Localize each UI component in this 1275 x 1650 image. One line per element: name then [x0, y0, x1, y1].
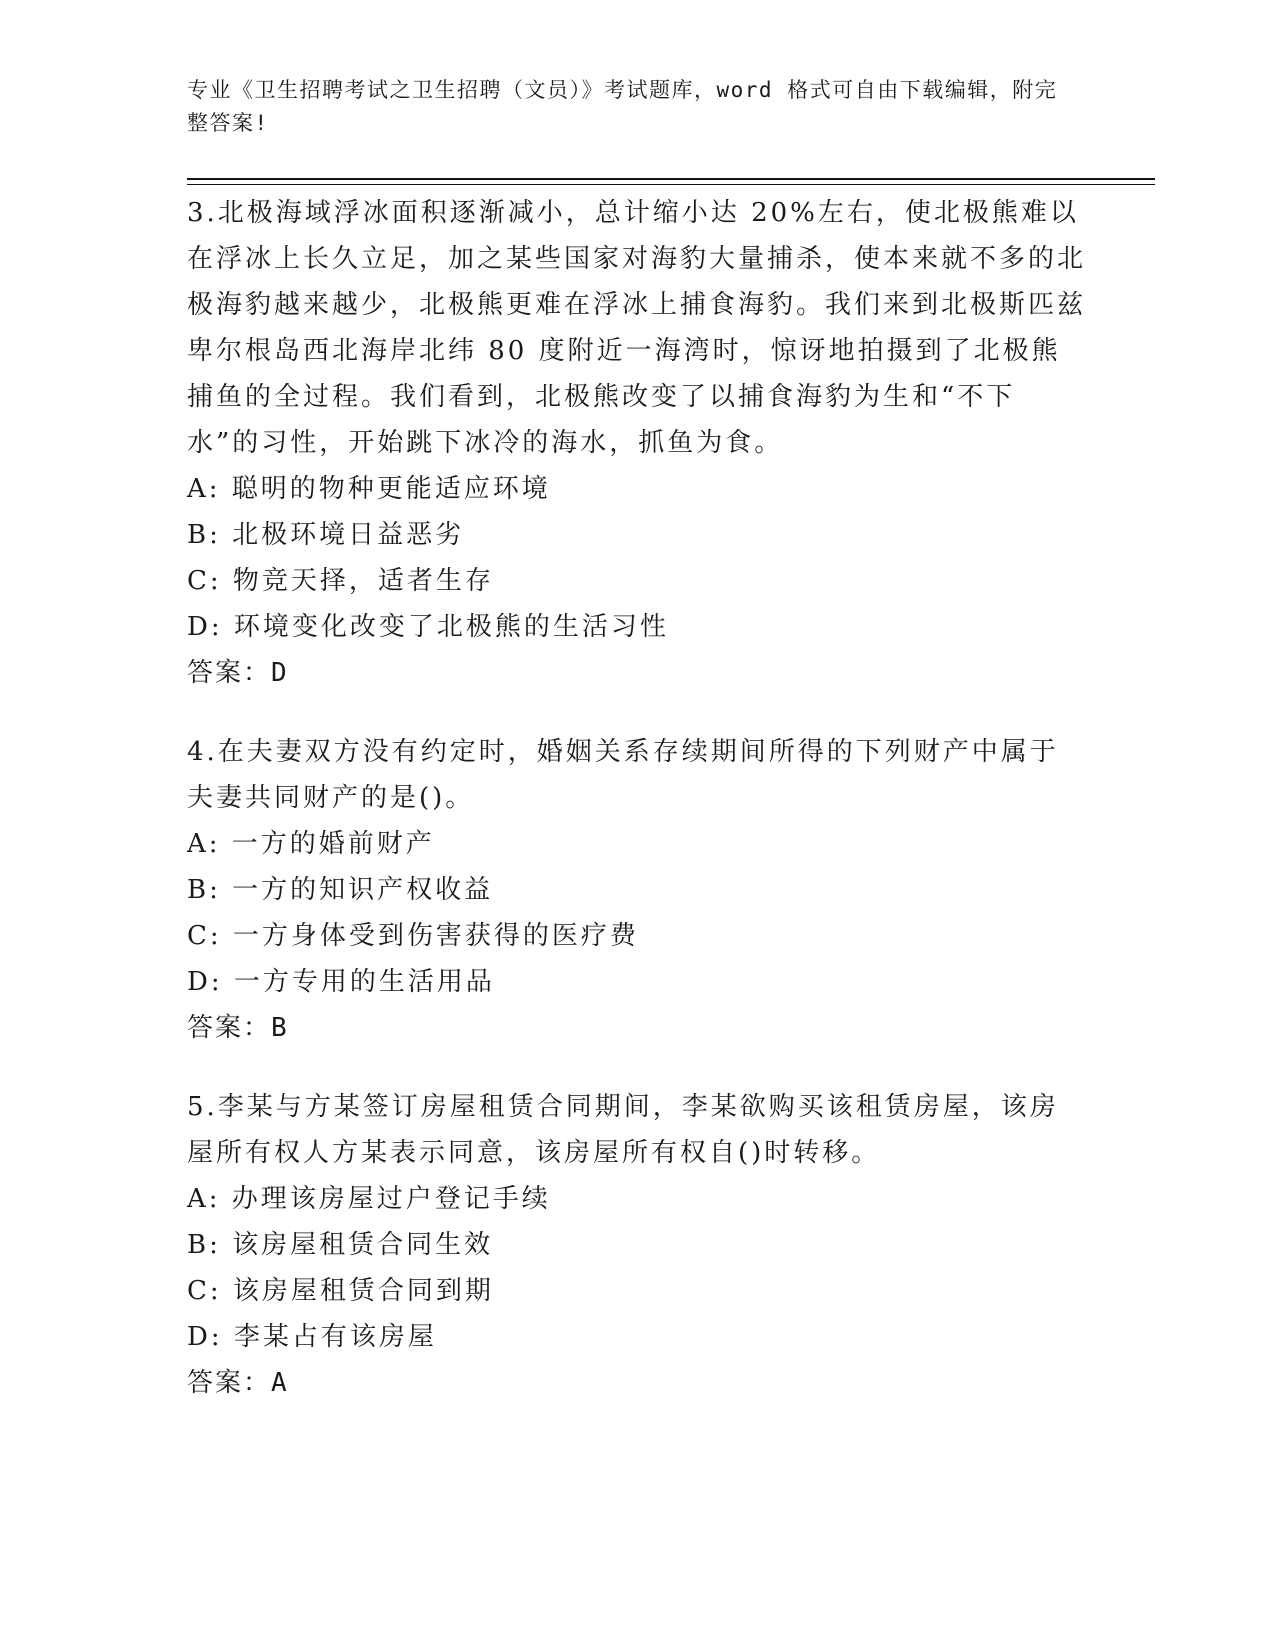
- option-c: C: 物竞天择，适者生存: [187, 566, 494, 596]
- answer-label: 答案：A: [187, 1368, 289, 1398]
- option-a: A: 一方的婚前财产: [187, 829, 435, 859]
- question-stem: 3.北极海域浮冰面积逐渐减小，总计缩小达 20%左右，使北极熊难以在浮冰上长久立足，加之某些国家对海豹大量捕杀，使本来就不多的北极海豹越来越少，北极熊更难在浮冰上捕食海豹。我们来到北极斯匹兹卑尔根岛西北海岸北纬 80 度附近一海湾时，惊讶地拍摄到了北极熊捕鱼的全过程。我们看到，北极熊改变了以捕食海豹为生和“不下水”的习性，开始跳下冰冷的海水，抓鱼为食。: [187, 198, 1087, 458]
- question-list: [187, 190, 1087, 1439]
- question-stem: 4.在夫妻双方没有约定时，婚姻关系存续期间所得的下列财产中属于夫妻共同财产的是()。: [187, 737, 1059, 813]
- option-a: A: 聪明的物种更能适应环境: [187, 474, 551, 504]
- option-d: D: 环境变化改变了北极熊的生活习性: [187, 612, 669, 642]
- option-b: B: 该房屋租赁合同生效: [187, 1230, 494, 1260]
- header-divider-thick: [187, 178, 1155, 180]
- option-b: B: 北极环境日益恶劣: [187, 520, 465, 550]
- question-5: [187, 1084, 1087, 1406]
- question-4: [187, 729, 1087, 1051]
- question-stem: 5.李某与方某签订房屋租赁合同期间，李某欲购买该租赁房屋，该房屋所有权人方某表示同意，该房屋所有权自()时转移。: [187, 1092, 1059, 1168]
- answer-label: 答案：D: [187, 658, 289, 688]
- question-3: [187, 190, 1087, 696]
- option-a: A: 办理该房屋过户登记手续: [187, 1184, 551, 1214]
- header-divider-thin: [187, 184, 1155, 185]
- option-d: D: 一方专用的生活用品: [187, 967, 495, 997]
- document-header-title: 专业《卫生招聘考试之卫生招聘（文员）》考试题库，word 格式可自由下载编辑，附完整答案!: [187, 78, 1058, 135]
- option-c: C: 一方身体受到伤害获得的医疗费: [187, 921, 639, 951]
- answer-label: 答案：B: [187, 1013, 289, 1043]
- option-c: C: 该房屋租赁合同到期: [187, 1276, 494, 1306]
- option-d: D: 李某占有该房屋: [187, 1322, 437, 1352]
- option-b: B: 一方的知识产权收益: [187, 875, 494, 905]
